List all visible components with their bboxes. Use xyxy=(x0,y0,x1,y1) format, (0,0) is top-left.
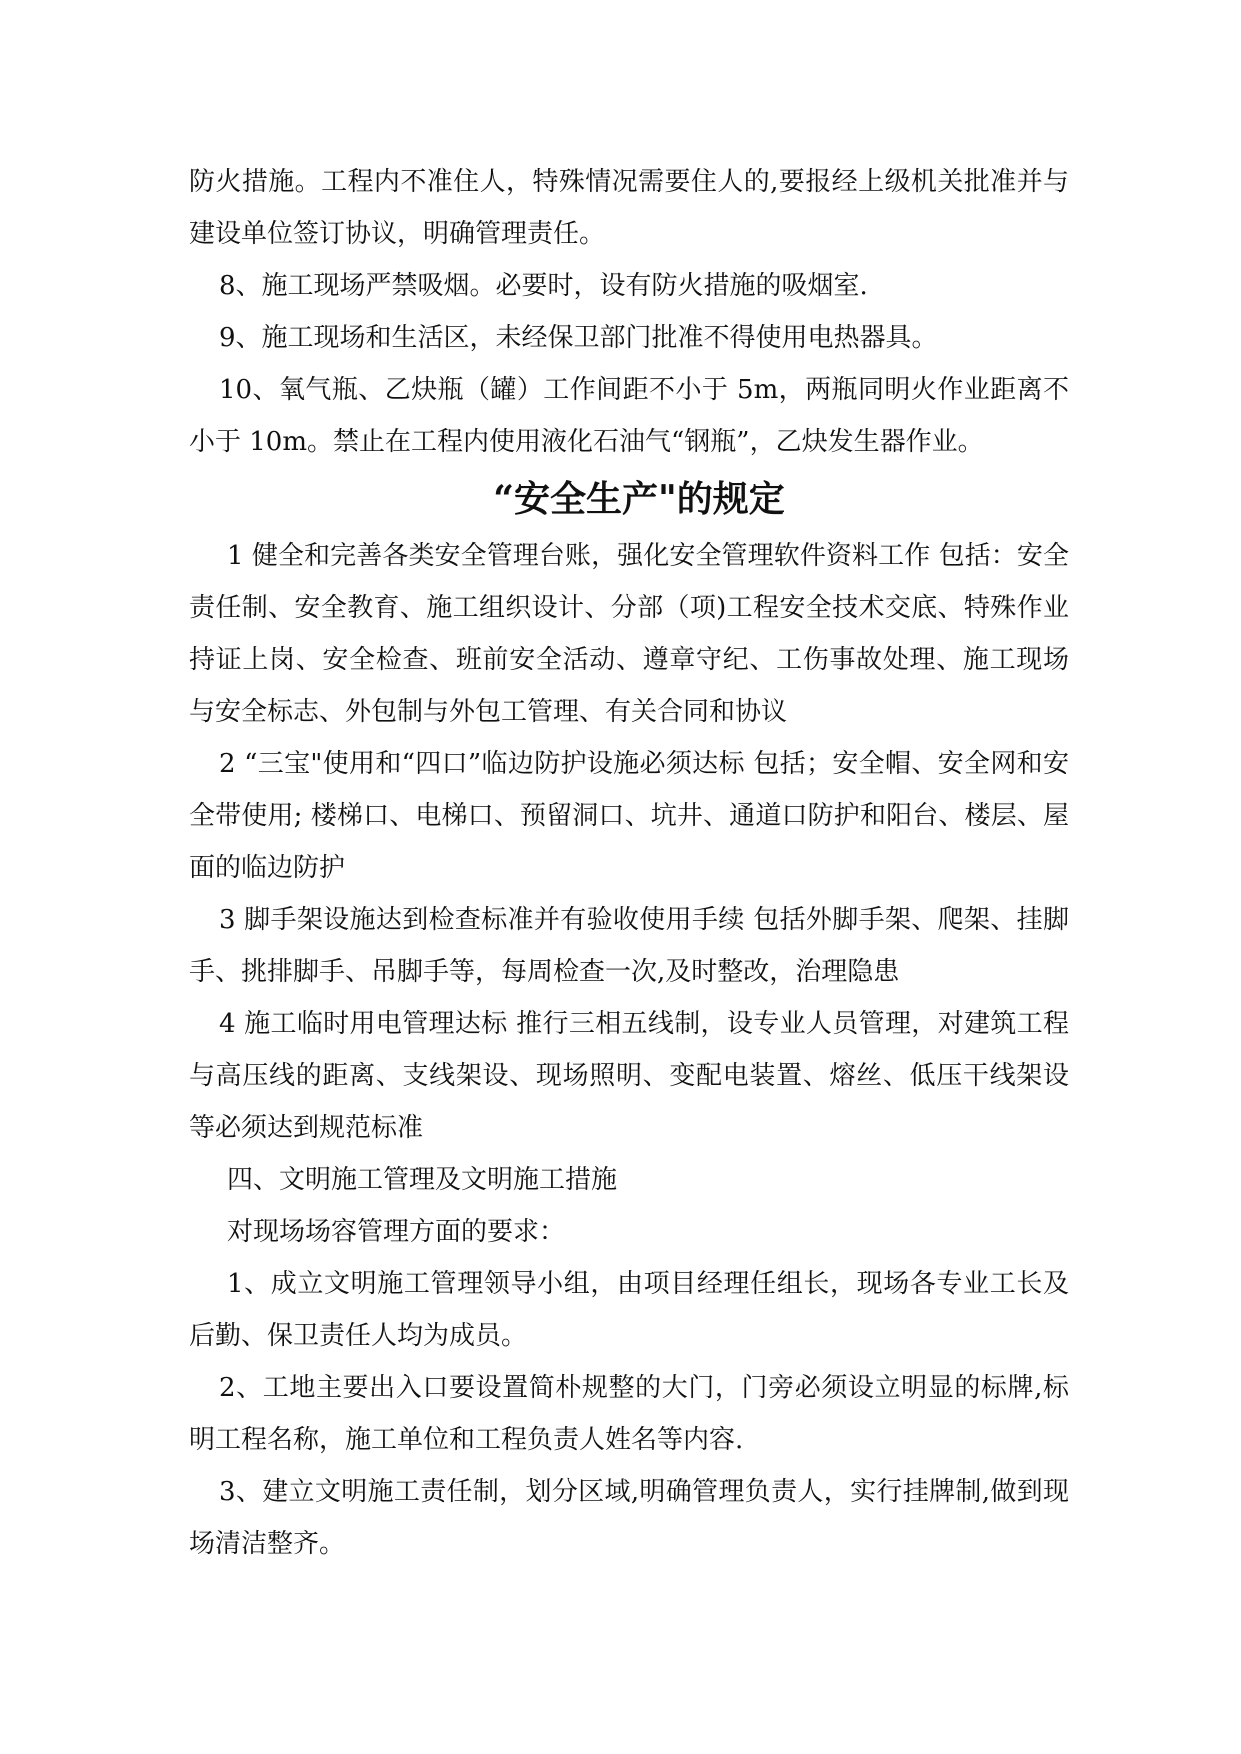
document-page xyxy=(189,156,1069,1570)
paragraph-item-10: 10、氧气瓶、乙炔瓶（罐）工作间距不小于 5m，两瓶同明火作业距离不小于 10m。禁止在工程内使用液化石油气“钢瓶”，乙炔发生器作业。 xyxy=(189,375,1069,457)
sub-heading: 对现场场容管理方面的要求： xyxy=(227,1217,566,1247)
section-title: “安全生产"的规定 xyxy=(493,478,785,520)
rule-1: 1 健全和完善各类安全管理台账，强化安全管理软件资料工作 包括：安全责任制、安全教育、施工组织设计、分部（项)工程安全技术交底、特殊作业持证上岗、安全检查、班前安全活动、遵章守纪、工伤事故处理、施工现场与安全标志、外包制与外包工管理、有关合同和协议 xyxy=(189,541,1069,727)
rule-3: 3 脚手架设施达到检查标准并有验收使用手续 包括外脚手架、爬架、挂脚手、挑排脚手、吊脚手等，每周检查一次,及时整改，治理隐患 xyxy=(189,905,1069,987)
list-item-3: 3、建立文明施工责任制，划分区域,明确管理负责人，实行挂牌制,做到现场清洁整齐。 xyxy=(189,1477,1069,1559)
chapter-heading: 四、文明施工管理及文明施工措施 xyxy=(227,1165,618,1195)
paragraph-fire-measures: 防火措施。工程内不准住人，特殊情况需要住人的,要报经上级机关批准并与建设单位签订协议，明确管理责任。 xyxy=(189,167,1070,249)
rule-2: 2 “三宝"使用和“四口”临边防护设施必须达标 包括；安全帽、安全网和安全带使用; 楼梯口、电梯口、预留洞口、坑井、通道口防护和阳台、楼层、屋面的临边防护 xyxy=(189,749,1069,883)
paragraph-item-9: 9、施工现场和生活区，未经保卫部门批准不得使用电热器具。 xyxy=(219,323,938,353)
list-item-2: 2、工地主要出入口要设置简朴规整的大门，门旁必须设立明显的标牌,标明工程名称，施工单位和工程负责人姓名等内容. xyxy=(189,1373,1069,1455)
list-item-1: 1、成立文明施工管理领导小组，由项目经理任组长，现场各专业工长及后勤、保卫责任人均为成员。 xyxy=(189,1269,1069,1351)
rule-4: 4 施工临时用电管理达标 推行三相五线制，设专业人员管理，对建筑工程与高压线的距离、支线架设、现场照明、变配电装置、熔丝、低压干线架设等必须达到规范标准 xyxy=(189,1009,1069,1143)
paragraph-item-8: 8、施工现场严禁吸烟。必要时，设有防火措施的吸烟室. xyxy=(219,271,868,301)
